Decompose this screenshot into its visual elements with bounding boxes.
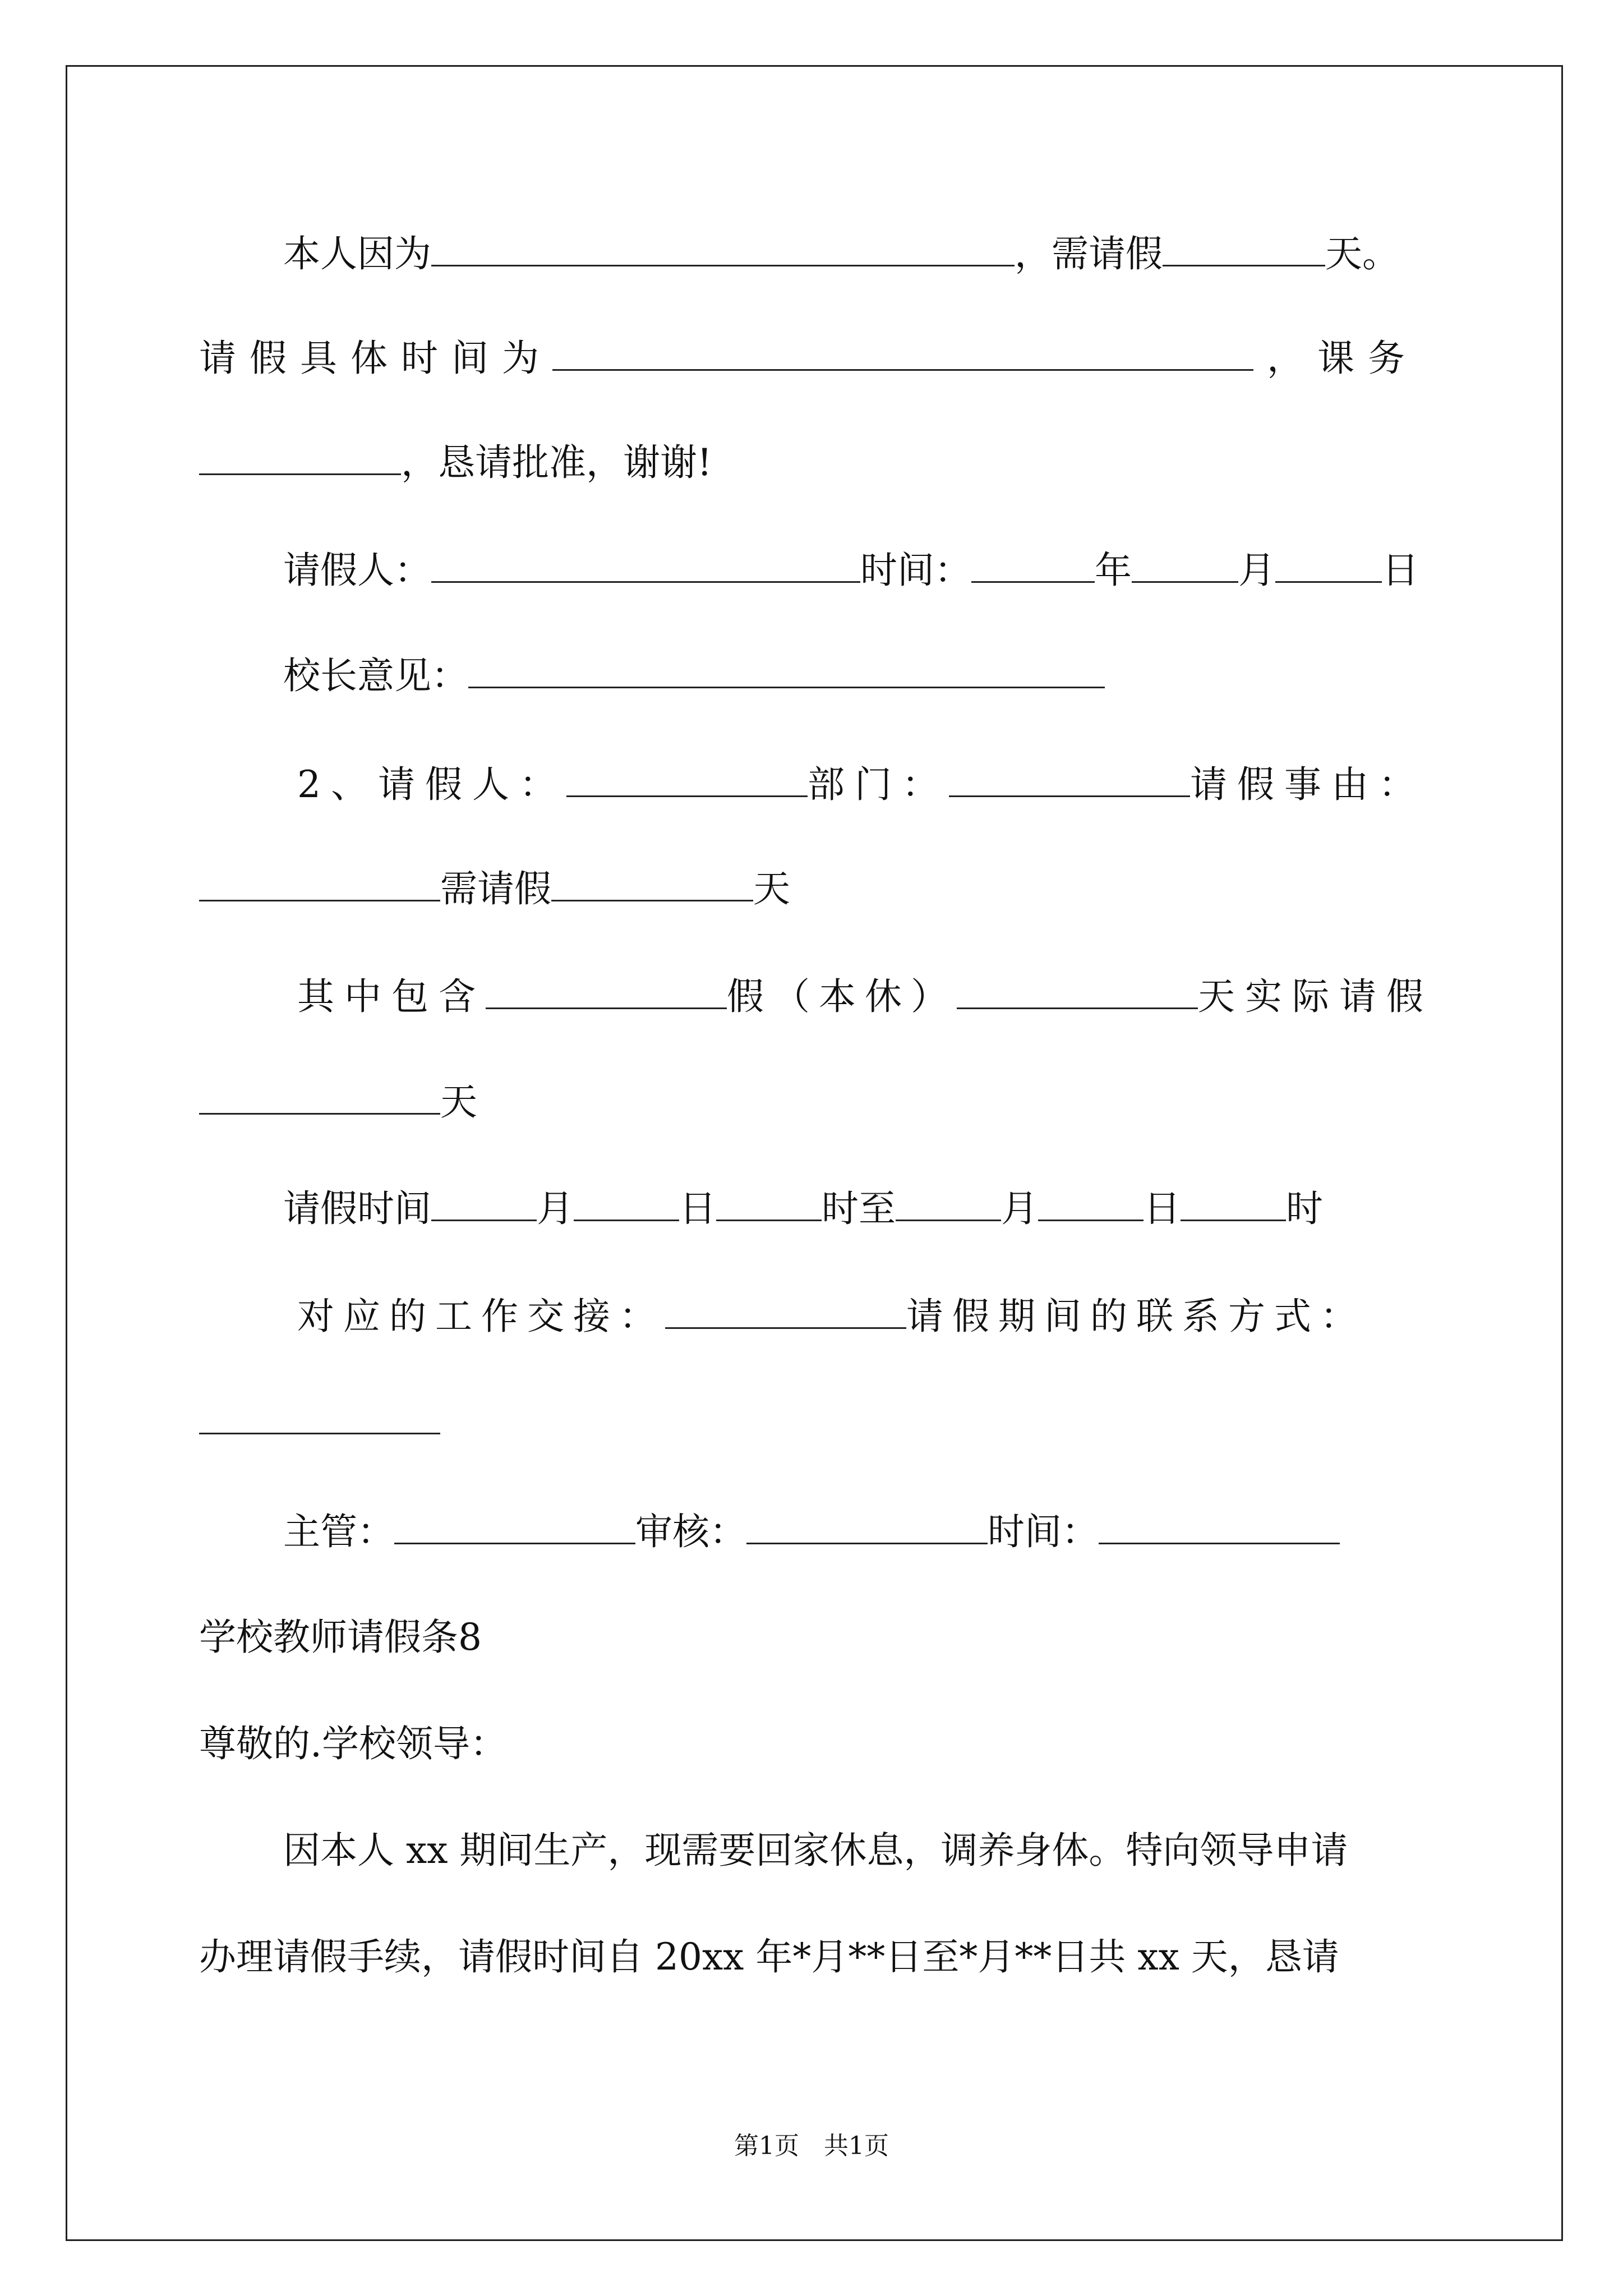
text: 尊敬的.学校领导： (199, 1722, 507, 1765)
text: 因本人 xx 期间生产，现需要回家休息，调养身体。特向领导申请 (283, 1829, 1348, 1872)
text: 天 (440, 1080, 477, 1124)
blank-matter[interactable] (199, 867, 440, 901)
text: 2、请假人： (297, 763, 566, 806)
blank-department[interactable] (949, 763, 1190, 797)
section-title (199, 1612, 1433, 1663)
blank-courses[interactable] (199, 441, 401, 475)
text: 对应的工作交接： (297, 1295, 665, 1338)
text: 天。 (1325, 232, 1399, 275)
text: 日 (1144, 1187, 1181, 1230)
blank-applicant-2[interactable] (566, 763, 808, 797)
blank-day[interactable] (1275, 549, 1382, 583)
blank-days-2[interactable] (551, 867, 753, 901)
text: 其中包含 (297, 975, 486, 1018)
blank-to-day[interactable] (1038, 1187, 1144, 1221)
page-footer (0, 2129, 1623, 2163)
text: 天实际请假 (1198, 975, 1433, 1018)
blank-applicant[interactable] (431, 549, 860, 583)
blank-month[interactable] (1132, 549, 1238, 583)
text: 请假期间的联系方式： (906, 1295, 1366, 1338)
blank-supervisor[interactable] (394, 1510, 635, 1544)
blank-handover[interactable] (665, 1295, 906, 1329)
text: 日 (1382, 549, 1419, 592)
text: 学校教师请假条8 (199, 1616, 482, 1659)
blank-days[interactable] (1163, 232, 1325, 266)
text: ，恳请批准，谢谢! (401, 441, 712, 484)
text: 时间： (860, 549, 971, 592)
text: 请假事由： (1190, 763, 1426, 806)
text: 日 (679, 1187, 716, 1230)
text: ，课务 (1267, 337, 1418, 380)
text: 本人因为 (283, 232, 431, 275)
blank-contact[interactable] (199, 1400, 440, 1434)
blank-from-hour[interactable] (716, 1187, 822, 1221)
text: 年 (1095, 549, 1132, 592)
paragraph-reason (283, 229, 1517, 279)
text: 请假人： (283, 549, 431, 592)
paragraph-handover (297, 1291, 1531, 1342)
paragraph-approval (283, 1507, 1517, 1557)
text: 时间： (988, 1510, 1099, 1553)
text: 时至 (822, 1187, 896, 1230)
body-line-2 (199, 1932, 1433, 1982)
blank-from-month[interactable] (431, 1187, 537, 1221)
paragraph-courses (199, 438, 1433, 488)
blank-actual[interactable] (199, 1080, 440, 1115)
blank-approval-time[interactable] (1099, 1510, 1340, 1544)
text: 办理请假手续，请假时间自 20xx 年*月**日至*月**日共 xx 天，恳请 (199, 1935, 1339, 1978)
blank-to-hour[interactable] (1181, 1187, 1286, 1221)
text: 主管： (283, 1510, 394, 1553)
paragraph-time (199, 333, 1433, 384)
blank-rest[interactable] (957, 975, 1198, 1009)
blank-reason[interactable] (431, 232, 1015, 266)
page-total: 共1页 (824, 2132, 889, 2160)
text: 校长意见： (283, 654, 468, 697)
text: 月 (537, 1187, 574, 1230)
text: 审核： (635, 1510, 746, 1553)
paragraph-include (297, 972, 1531, 1022)
paragraph-actual-days (199, 1077, 1433, 1128)
page-border (66, 65, 1563, 2241)
text: 假（本休） (727, 975, 957, 1018)
body-line-1 (283, 1825, 1517, 1876)
salutation (199, 1719, 1433, 1769)
text: 请假具体时间为 (199, 337, 552, 380)
text: 部门： (808, 763, 949, 806)
text: 月 (1238, 549, 1275, 592)
text: 时 (1286, 1187, 1323, 1230)
text: 需请假 (440, 867, 551, 910)
blank-reviewer[interactable] (746, 1510, 988, 1544)
paragraph-applicant (283, 545, 1517, 596)
paragraph-days (199, 864, 1433, 914)
blank-principal-opinion[interactable] (468, 654, 1105, 688)
paragraph-principal (283, 651, 1517, 701)
page-number: 第1页 (734, 2132, 799, 2160)
text: 请假时间 (283, 1187, 431, 1230)
paragraph-section2 (297, 760, 1531, 810)
blank-from-day[interactable] (574, 1187, 679, 1221)
text: ，需请假 (1015, 232, 1163, 275)
blank-year[interactable] (971, 549, 1095, 583)
paragraph-leave-time (283, 1184, 1517, 1234)
blank-include[interactable] (486, 975, 727, 1009)
text: 天 (753, 867, 790, 910)
blank-to-month[interactable] (896, 1187, 1001, 1221)
paragraph-contact (199, 1397, 1433, 1447)
blank-time[interactable] (552, 337, 1253, 371)
text: 月 (1001, 1187, 1038, 1230)
